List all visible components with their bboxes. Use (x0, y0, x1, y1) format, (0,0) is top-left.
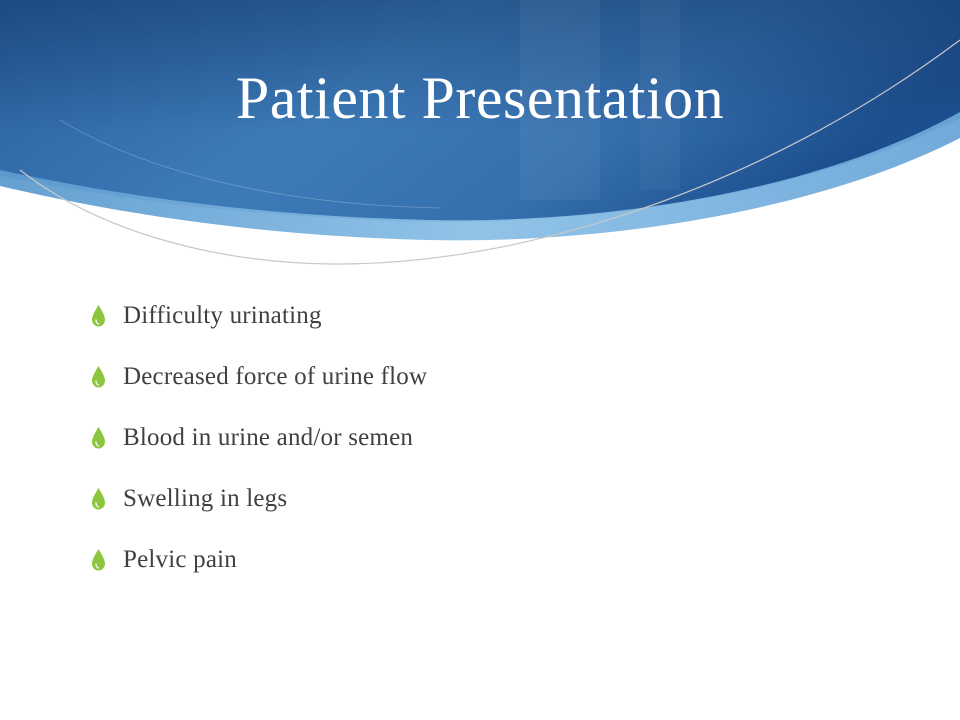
list-item (90, 357, 427, 397)
green-droplet-icon (90, 304, 107, 328)
bullet-text: Pelvic pain (123, 546, 237, 573)
slide-title: Patient Presentation (235, 65, 725, 131)
green-droplet-icon (90, 487, 107, 511)
green-droplet-icon (90, 548, 107, 572)
bullet-list (90, 296, 427, 601)
list-item (90, 479, 427, 519)
green-droplet-icon (90, 365, 107, 389)
bullet-text: Difficulty urinating (123, 302, 322, 329)
bullet-text: Swelling in legs (123, 485, 288, 512)
list-item (90, 540, 427, 580)
list-item (90, 296, 427, 336)
list-item (90, 418, 427, 458)
green-droplet-icon (90, 426, 107, 450)
header-swoosh-background (0, 0, 960, 280)
bullet-text: Decreased force of urine flow (123, 363, 428, 390)
bullet-text: Blood in urine and/or semen (123, 424, 414, 451)
